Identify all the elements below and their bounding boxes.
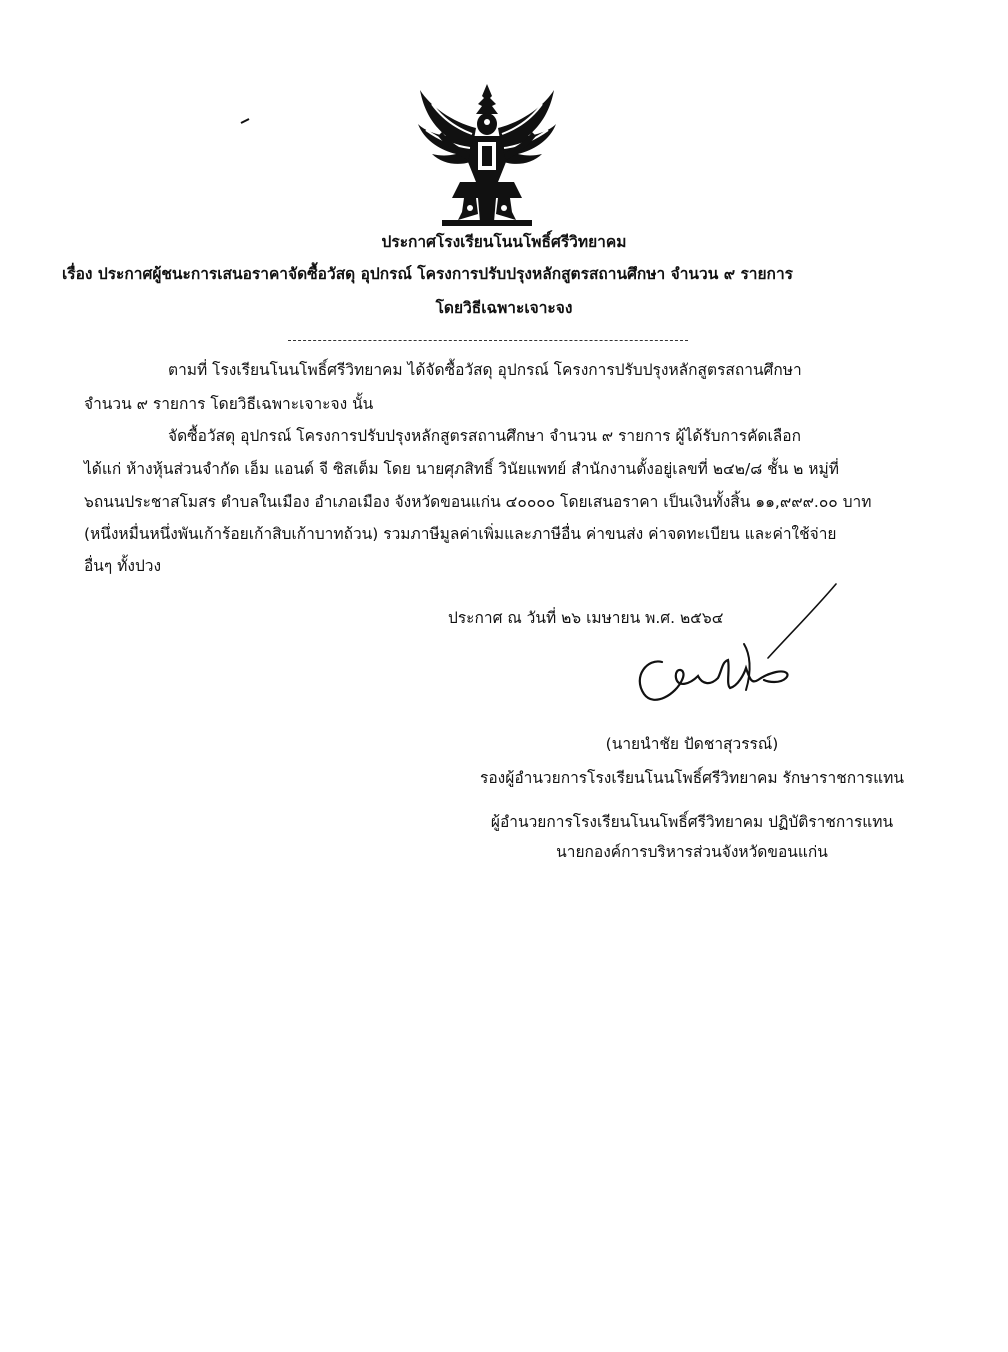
announcement-title: ประกาศโรงเรียนโนนโพธิ์ศรีวิทยาคม [381, 233, 627, 251]
announcement-subject-line2: โดยวิธีเฉพาะเจาะจง [435, 299, 573, 317]
stray-ink-mark [240, 118, 250, 124]
signer-name: (นายนำชัย ปัดชาสุวรรณ์) [605, 735, 779, 753]
signer-position-line-3: นายกองค์การบริหารส่วนจังหวัดขอนแก่น [556, 843, 828, 861]
announcement-date: ประกาศ ณ วันที่ ๒๖ เมษายน พ.ศ. ๒๕๖๔ [448, 609, 724, 627]
paragraph-2-line-2: ได้แก่ ห้างหุ้นส่วนจำกัด เอ็ม แอนด์ จี ซิสเต็ม โดย นายศุภสิทธิ์ วินัยแพทย์ สำนักงานตั้งอยู่เลขที่ ๒๔๒/๘ ชั้น ๒ หมู่ที่ [84, 460, 839, 478]
signer-position-line-1: รองผู้อำนวยการโรงเรียนโนนโพธิ์ศรีวิทยาคม รักษาราชการแทน [480, 769, 904, 787]
paragraph-1-line-2: จำนวน ๙ รายการ โดยวิธีเฉพาะเจาะจง นั้น [84, 395, 374, 413]
paragraph-2-line-5: อื่นๆ ทั้งปวง [84, 557, 162, 575]
paragraph-2-line-3: ๖ถนนประชาสโมสร ตำบลในเมือง อำเภอเมือง จังหวัดขอนแก่น ๔๐๐๐๐ โดยเสนอราคา เป็นเงินทั้งสิ้น ๑๑,๙๙๙.๐๐ บาท [84, 493, 872, 511]
handwritten-signature [618, 580, 848, 720]
announcement-subject: เรื่อง ประกาศผู้ชนะการเสนอราคาจัดซื้อวัสดุ อุปกรณ์ โครงการปรับปรุงหลักสูตรสถานศึกษา จำนวน ๙ รายการ [62, 265, 793, 283]
paragraph-2-line-4: (หนึ่งหมื่นหนึ่งพันเก้าร้อยเก้าสิบเก้าบาทถ้วน) รวมภาษีมูลค่าเพิ่มและภาษีอื่น ค่าขนส่ง ค่าจดทะเบียน และค่าใช้จ่าย [84, 525, 837, 543]
divider [288, 340, 688, 341]
paragraph-2-line-1: จัดซื้อวัสดุ อุปกรณ์ โครงการปรับปรุงหลักสูตรสถานศึกษา จำนวน ๙ รายการ ผู้ได้รับการคัดเลือก [168, 427, 801, 445]
garuda-emblem-icon [412, 82, 562, 230]
paragraph-1-line-1: ตามที่ โรงเรียนโนนโพธิ์ศรีวิทยาคม ได้จัดซื้อวัสดุ อุปกรณ์ โครงการปรับปรุงหลักสูตรสถานศึกษา [168, 361, 802, 379]
signer-position-line-2: ผู้อำนวยการโรงเรียนโนนโพธิ์ศรีวิทยาคม ปฏิบัติราชการแทน [490, 813, 894, 831]
